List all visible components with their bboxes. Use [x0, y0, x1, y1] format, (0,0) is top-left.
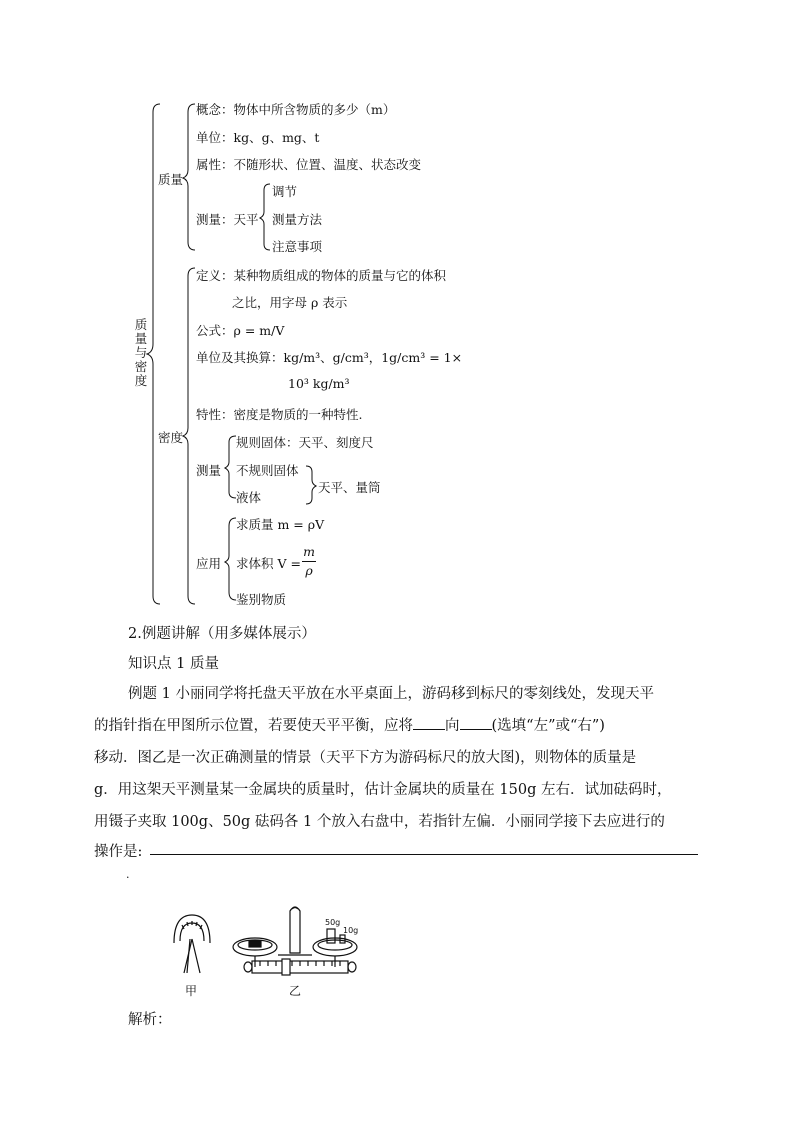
weight-50g-label: 50g: [325, 918, 341, 927]
density-definition-cont: 之比，用字母 ρ 表示: [232, 295, 348, 310]
mass-concept: 概念：物体中所含物质的多少（m）: [196, 102, 396, 117]
weight-10g-label: 10g: [343, 926, 359, 935]
fraction-bar: [302, 561, 316, 562]
balance-figure: [160, 895, 380, 990]
example-line-2: [94, 714, 605, 735]
example-line-3: 移动．图乙是一次正确测量的情景（天平下方为游码标尺的放大图)，则物体的质量是: [94, 750, 637, 766]
apply-mass: 求质量 m = ρV: [236, 517, 325, 532]
answer-blank-2[interactable]: [460, 715, 492, 730]
example-line-6: 操作是:: [94, 844, 143, 860]
figure-label-yi: 乙: [289, 984, 302, 998]
mass-label: 质量: [158, 172, 184, 187]
apply-volume: 求体积 V =: [236, 556, 301, 571]
density-measure-label: 测量: [196, 463, 222, 478]
density-definition: 定义：某种物质组成的物体的质量与它的体积: [196, 268, 447, 283]
measure-regular-solid: 规则固体：天平、刻度尺: [236, 435, 374, 450]
example-line-2a: 的指针指在甲图所示位置，若要使天平平衡，应将: [94, 718, 413, 734]
example-line-2b: 向: [445, 718, 460, 734]
analysis-label: 解析：: [128, 1012, 172, 1028]
measure-tools: 天平、量筒: [318, 480, 381, 495]
mass-measure-label: 测量：天平: [196, 212, 259, 227]
mass-measure-item: 注意事项: [272, 239, 323, 254]
figure-label-jia: 甲: [185, 984, 198, 998]
example-line-1: 例题 1 小丽同学将托盘天平放在水平桌面上，游码移到标尺的零刻线处，发现天平: [128, 686, 654, 702]
density-label: 密度: [158, 430, 184, 445]
mass-measure-item: 调节: [272, 184, 298, 199]
fraction-denominator: ρ: [305, 563, 313, 578]
example-line-4: g．用这架天平测量某一金属块的质量时，估计金属块的质量在 150g 左右．试加砝码时，: [94, 782, 672, 798]
mass-property: 属性：不随形状、位置、温度、状态改变: [196, 157, 422, 172]
example-line-2c: (选填“左”或“右”): [491, 718, 605, 734]
mass-measure-item: 测量方法: [272, 212, 323, 227]
density-formula: 公式：ρ = m/V: [196, 323, 285, 338]
pointer-scale-icon: [174, 915, 210, 973]
density-units-cont: 10³ kg/m³: [288, 376, 350, 391]
apply-identify: 鉴别物质: [236, 592, 287, 607]
fraction-numerator: m: [303, 544, 315, 559]
measure-liquid: 液体: [236, 490, 262, 505]
mindmap-root-label: 质量与密度: [134, 317, 148, 388]
section-heading: 2.例题讲解（用多媒体展示）: [128, 626, 316, 642]
answer-line[interactable]: [150, 854, 698, 855]
density-characteristic: 特性：密度是物质的一种特性.: [196, 407, 363, 422]
answer-blank-1[interactable]: [413, 715, 445, 730]
example-line-7: .: [126, 868, 130, 881]
example-line-5: 用镊子夹取 100g、50g 砝码各 1 个放入右盘中，若指针左偏．小丽同学接下去应进行的: [94, 814, 665, 830]
knowledge-point: 知识点 1 质量: [128, 656, 219, 672]
mass-units: 单位：kg、g、mg、t: [196, 130, 320, 145]
measure-irregular-solid: 不规则固体: [236, 463, 299, 478]
density-apply-label: 应用: [196, 556, 222, 571]
density-units: 单位及其换算：kg/m³、g/cm³，1g/cm³ = 1×: [196, 350, 463, 365]
